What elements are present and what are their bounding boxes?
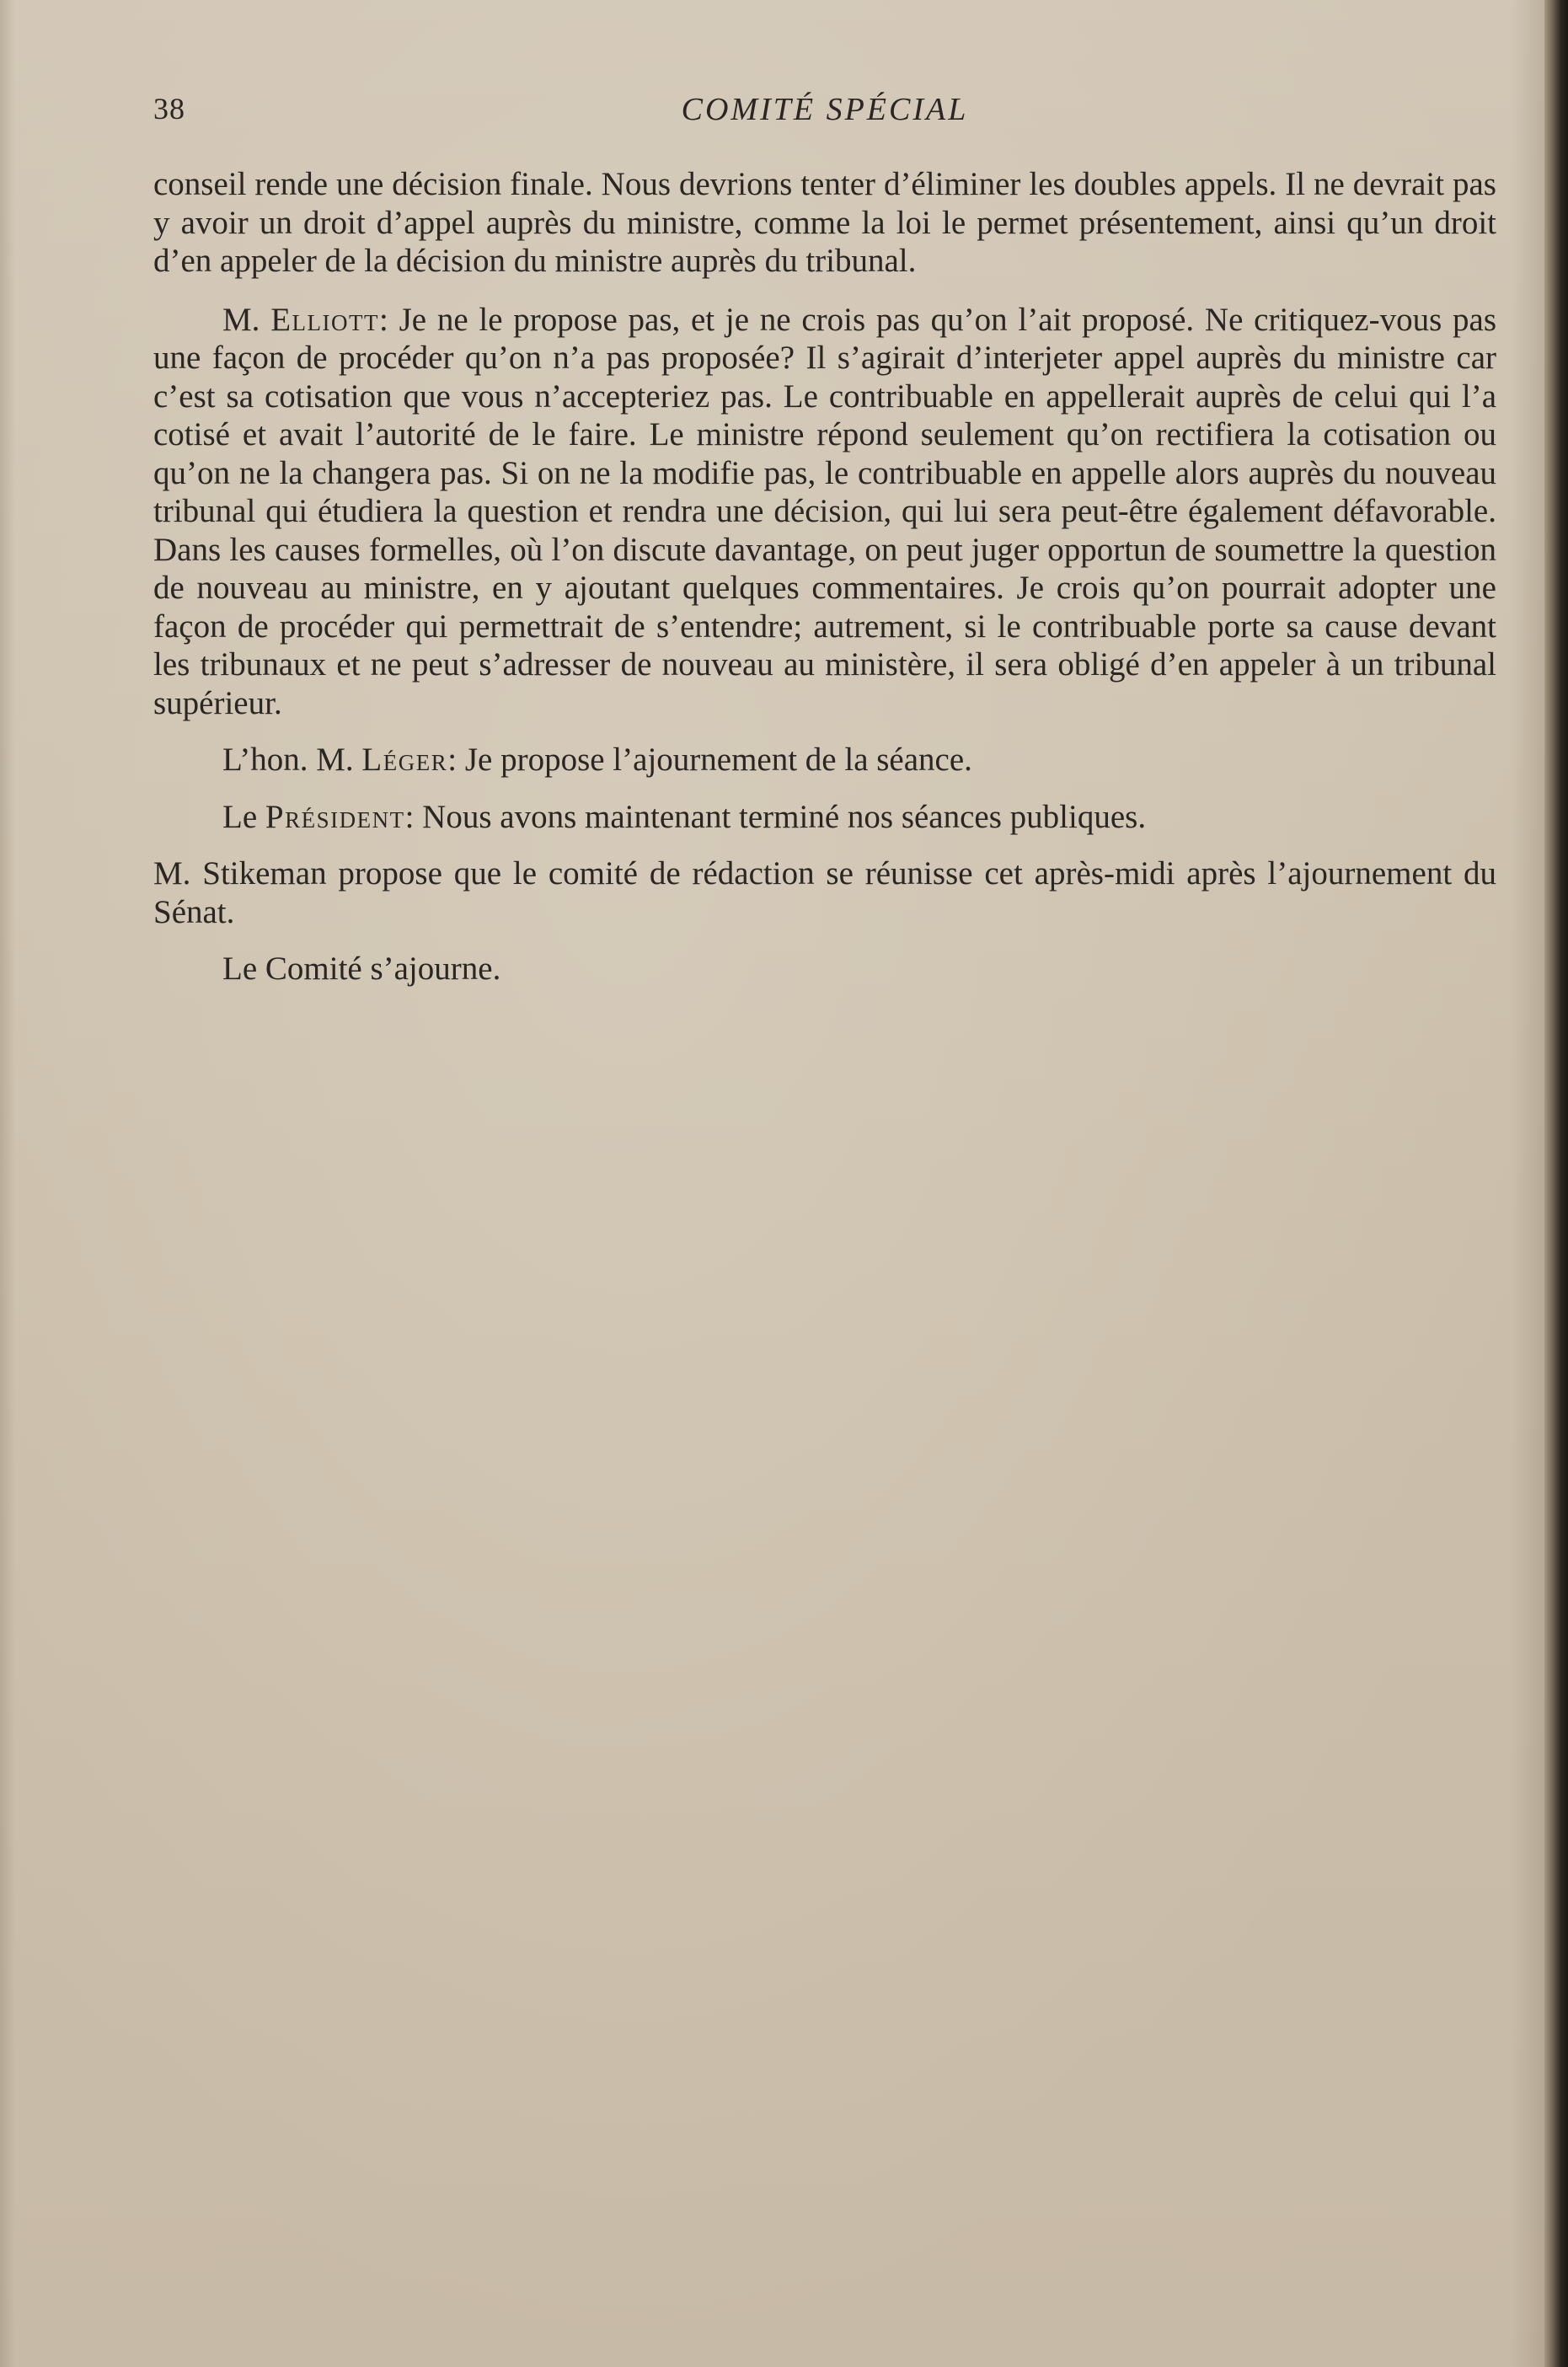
paragraph-text: Je propose l’ajournement de la séance. bbox=[457, 742, 972, 778]
book-binding-edge bbox=[1544, 0, 1568, 2367]
paragraph-motion bbox=[153, 854, 1496, 931]
speaker-name: Léger bbox=[361, 742, 448, 778]
speaker-separator: : bbox=[447, 742, 458, 778]
running-head: COMITÉ SPÉCIAL bbox=[681, 92, 969, 127]
paragraph-text: Le Comité s’ajourne. bbox=[222, 951, 501, 987]
paragraph-speech-elliott bbox=[153, 301, 1496, 723]
paragraph-speech-leger bbox=[153, 741, 1496, 779]
speaker-name: Elliott bbox=[270, 301, 379, 338]
speaker-prefix: M. bbox=[222, 301, 271, 338]
left-page-shadow bbox=[0, 0, 15, 2367]
page-number: 38 bbox=[153, 92, 185, 126]
page-header bbox=[153, 91, 1496, 133]
paragraph-speech-president bbox=[153, 798, 1496, 837]
speaker-name: Président bbox=[265, 798, 405, 835]
binding-shadow bbox=[1511, 0, 1544, 2367]
speaker-prefix: Le bbox=[222, 798, 265, 835]
paragraph-text: Je ne le propose pas, et je ne crois pas qu’on l’ait proposé. Ne critiquez-vous pas une façon de procéder qu’on n’a pas proposée? Il s’agirait d’interjeter appel auprès du ministre car c’est sa cotisation que vous n’accepteriez pas. Le contribuable en appellerait auprès de celui qui l’a cotisé et avait l’autorité de le faire. Le ministre répond seulement qu’on rectifiera la cotisation ou qu’on ne la changera pas. Si on ne la modifie pas, le contribuable en appelle alors auprès du nouveau tribunal qui étudiera la question et rendra une décision, qui lui sera peut-être également défavorable. Dans les causes formelles, où l’on discute davantage, on peut juger opportun de soumettre la question de nouveau au ministre, en y ajoutant quelques commentaires. Je crois qu’on pourrait adopter une façon de procéder qui permettrait de s’entendre; autrement, si le contribuable porte sa cause devant les tribunaux et ne peut s’adresser de nouveau au ministère, il sera obligé d’en appeler à un tribunal supérieur. bbox=[153, 301, 1496, 721]
paragraph-adjournment bbox=[153, 950, 1496, 988]
paragraph-continuation bbox=[153, 165, 1496, 281]
speaker-separator: : bbox=[404, 798, 415, 835]
paragraph-text: conseil rende une décision finale. Nous devrions tenter d’éliminer les doubles appels. Il ne devrait pas y avoir un droit d’appel auprès du ministre, comme la loi le permet présentement, ainsi qu’un droit d’en appeler de la décision du ministre auprès du tribunal. bbox=[153, 166, 1496, 279]
paragraph-text: M. Stikeman propose que le comité de rédaction se réunisse cet après-midi après l’ajournement du Sénat. bbox=[153, 855, 1496, 930]
speaker-separator: : bbox=[378, 301, 388, 338]
speaker-prefix: L’hon. M. bbox=[222, 742, 362, 778]
body-text bbox=[153, 165, 1496, 988]
paragraph-text: Nous avons maintenant terminé nos séances publiques. bbox=[414, 798, 1147, 835]
